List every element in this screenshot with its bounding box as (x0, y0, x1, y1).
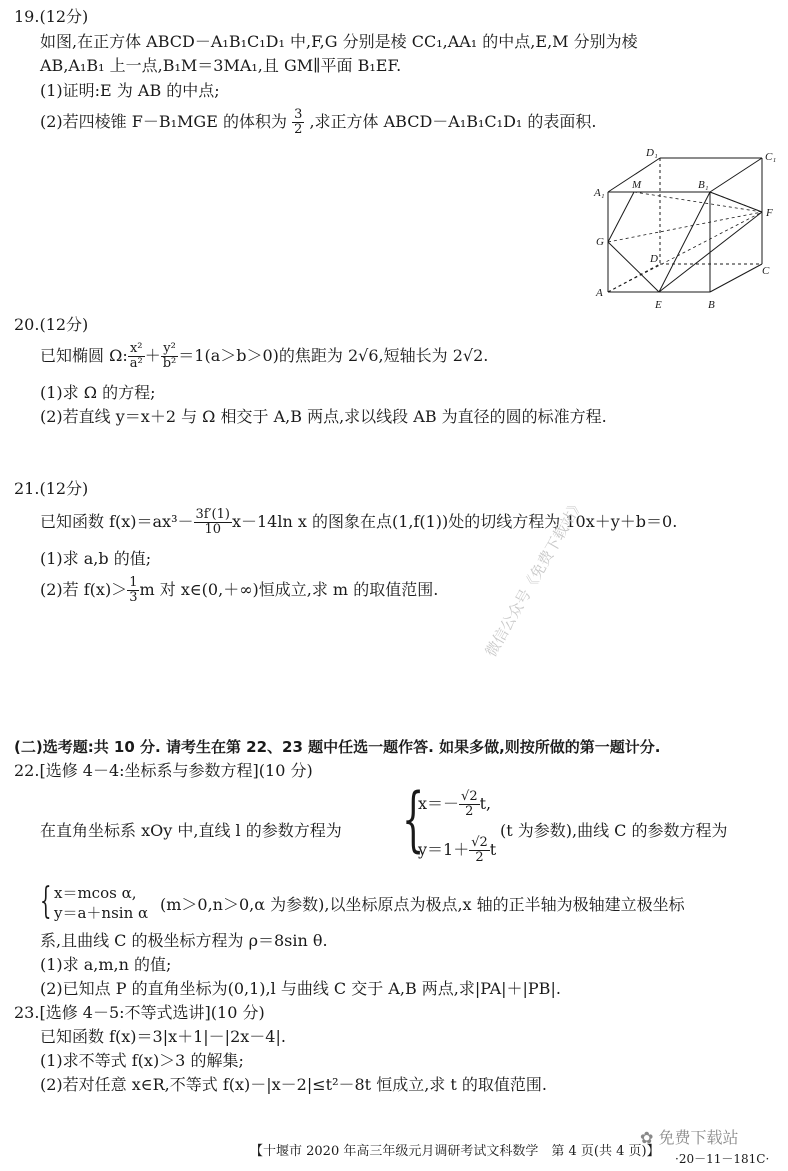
wechat-icon: ✿ (640, 1128, 654, 1147)
fraction-denominator: 2 (475, 850, 484, 865)
q21-part1: (1)求 a,b 的值; (40, 549, 152, 568)
q21-part2-frac (127, 576, 139, 605)
q21-heading: 21.(12分) (14, 479, 89, 498)
wechat-watermark-text: 免费下载站 (658, 1128, 739, 1147)
q22-sys1-line-a (418, 790, 491, 819)
q22-line2-post: (m＞0,n＞0,α 为参数),以坐标原点为极点,x 轴的正半轴为极轴建立极坐标 (160, 895, 685, 914)
q21-line1-post: x－14ln x 的图象在点(1,f(1))处的切线方程为 10x＋y＋b＝0. (231, 512, 678, 531)
sys1-a-frac (459, 790, 480, 819)
label-B: B (708, 299, 715, 311)
label-F: F (766, 207, 773, 219)
fraction-denominator: 10 (204, 522, 221, 537)
fraction-numerator: y² (161, 342, 179, 357)
label-C: C (762, 265, 770, 277)
q20-line1-post: ＝1(a＞b＞0)的焦距为 2√6,短轴长为 2√2. (178, 346, 489, 365)
q20-frac1 (128, 342, 145, 371)
q21-part2-post: m 对 x∈(0,＋∞)恒成立,求 m 的取值范围. (139, 580, 439, 599)
q22-mid: (t 为参数),曲线 C 的参数方程为 (500, 821, 728, 840)
label-G: G (596, 236, 604, 248)
sys1-a-pre: x＝－ (418, 794, 460, 813)
fraction-denominator: a² (129, 356, 143, 371)
q19-part2-fraction (292, 108, 304, 137)
brace-sys1: { (402, 778, 425, 860)
label-A1: A₁ (594, 187, 605, 199)
fraction-denominator: b² (162, 356, 177, 371)
q21-frac (194, 508, 232, 537)
q19-part2 (40, 108, 597, 137)
q19-part2-post: ,求正方体 ABCD－A₁B₁C₁D₁ 的表面积. (309, 112, 597, 131)
q22-sys2-a: x＝mcos α, (54, 884, 137, 902)
label-C1: C₁ (765, 151, 777, 163)
q22-sys2-b: y＝a＋nsin α (54, 904, 149, 922)
q22-heading: 22.[选修 4－4:坐标系与参数方程](10 分) (14, 761, 313, 780)
label-M: M (632, 179, 642, 191)
fraction-numerator: 1 (129, 575, 138, 590)
q23-part1: (1)求不等式 f(x)＞3 的解集; (40, 1051, 244, 1070)
footer-code: ·20－11－181C· (675, 1152, 770, 1166)
fraction-numerator: x² (128, 342, 145, 357)
section2-heading: (二)选考题:共 10 分. 请考生在第 22、23 题中任选一题作答. 如果多做,则按所做的第一题计分. (14, 738, 661, 756)
label-B1: B₁ (698, 179, 709, 191)
fraction-denominator: 3 (129, 590, 138, 605)
fraction-numerator: 3f′(1) (195, 507, 230, 522)
label-D1: D₁ (646, 147, 658, 159)
q22-part1: (1)求 a,m,n 的值; (40, 955, 172, 974)
plus-sign: ＋ (144, 346, 161, 365)
q20-part2: (2)若直线 y＝x＋2 与 Ω 相交于 A,B 两点,求以线段 AB 为直径的圆的标准方程. (40, 407, 607, 426)
q23-heading: 23.[选修 4－5:不等式选讲](10 分) (14, 1003, 265, 1022)
q19-part1: (1)证明:E 为 AB 的中点; (40, 81, 220, 100)
q23-line1: 已知函数 f(x)＝3|x＋1|－|2x－4|. (40, 1027, 286, 1046)
q20-line1-pre: 已知椭圆 Ω: (40, 346, 128, 365)
sys1-b-post: t (489, 840, 497, 859)
q22-sys1-line-b (418, 836, 496, 865)
page-footer: 【十堰市 2020 年高三年级元月调研考试文科数学 第 4 页(共 4 页)】 (250, 1144, 660, 1159)
q20-heading: 20.(12分) (14, 315, 89, 334)
q20-frac2 (161, 342, 179, 371)
q20-part1: (1)求 Ω 的方程; (40, 383, 156, 402)
q23-part2: (2)若对任意 x∈R,不等式 f(x)－|x－2|≤t²－8t 恒成立,求 t 的取值范围. (40, 1075, 547, 1094)
label-D: D (650, 253, 658, 265)
q19-heading: 19.(12分) (14, 7, 89, 26)
sys1-b-frac (469, 836, 490, 865)
sys1-b-pre: y＝1＋ (418, 840, 470, 859)
sys1-a-post: t, (479, 794, 492, 813)
q22-lead: 在直角坐标系 xOy 中,直线 l 的参数方程为 (40, 821, 342, 840)
q20-line1 (40, 342, 488, 371)
q22-line3: 系,且曲线 C 的极坐标方程为 ρ＝8sin θ. (40, 931, 328, 950)
q19-part2-pre: (2)若四棱锥 F－B₁MGE 的体积为 (40, 112, 287, 131)
q21-part2-pre: (2)若 f(x)＞ (40, 580, 128, 599)
q21-line1-pre: 已知函数 f(x)＝ax³－ (40, 512, 194, 531)
label-E: E (655, 299, 662, 311)
label-A: A (596, 287, 603, 299)
fraction-numerator: 3 (294, 107, 303, 122)
q22-part2: (2)已知点 P 的直角坐标为(0,1),l 与曲线 C 交于 A,B 两点,求|PA|＋|PB|. (40, 979, 561, 998)
q19-line1: 如图,在正方体 ABCD－A₁B₁C₁D₁ 中,F,G 分别是棱 CC₁,AA₁ 的中点,E,M 分别为棱 (40, 32, 638, 51)
fraction-denominator: 2 (465, 804, 474, 819)
q21-part2 (40, 576, 438, 605)
fraction-numerator: √2 (471, 835, 488, 850)
brace-sys2: { (40, 881, 52, 922)
fraction-denominator: 2 (294, 122, 303, 137)
cube-figure (588, 146, 783, 314)
q19-line2: AB,A₁B₁ 上一点,B₁M＝3MA₁,且 GM∥平面 B₁EF. (40, 56, 402, 75)
side-watermark: 微信公众号《免费下载站》 (481, 495, 588, 660)
fraction-numerator: √2 (461, 789, 478, 804)
